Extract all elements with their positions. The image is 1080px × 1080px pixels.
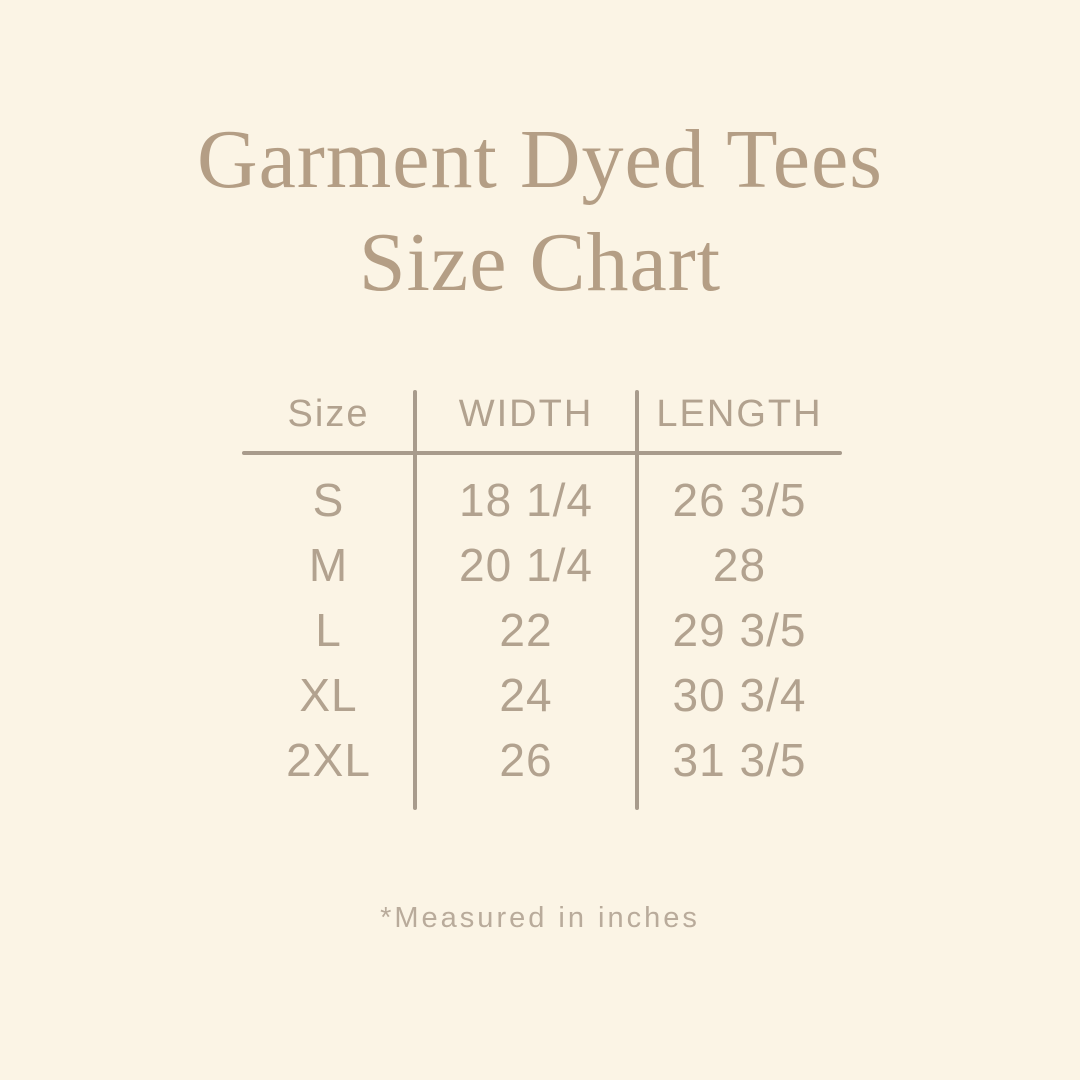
column-header-length: LENGTH [656,392,823,435]
column-header-width: WIDTH [458,392,594,435]
cell-width-s: 18 1/4 [459,473,593,526]
cell-width-l: 22 [499,603,553,656]
cell-size-xl: XL [299,668,358,721]
measurement-note: *Measured in inches [380,901,700,934]
table-header-row [242,386,842,442]
cell-width-m: 20 1/4 [459,538,593,591]
page-title [0,108,1080,314]
cell-size-m: M [308,538,349,591]
column-header-size: Size [287,392,370,435]
cell-width-xl: 24 [499,668,553,721]
page-title-line-2: Size Chart [358,216,722,309]
cell-length-m: 28 [712,538,767,591]
cell-width-2xl: 26 [499,733,553,786]
cell-length-xl: 30 3/4 [672,668,807,721]
cell-length-l: 29 3/5 [672,603,807,656]
page-title-line-1: Garment Dyed Tees [196,113,883,206]
header-divider-line [242,451,842,455]
cell-length-s: 26 3/5 [672,473,807,526]
cell-size-s: S [312,473,345,526]
cell-length-2xl: 31 3/5 [672,733,807,786]
size-table-body [242,467,842,792]
cell-size-l: L [315,603,342,656]
cell-size-2xl: 2XL [286,733,371,786]
